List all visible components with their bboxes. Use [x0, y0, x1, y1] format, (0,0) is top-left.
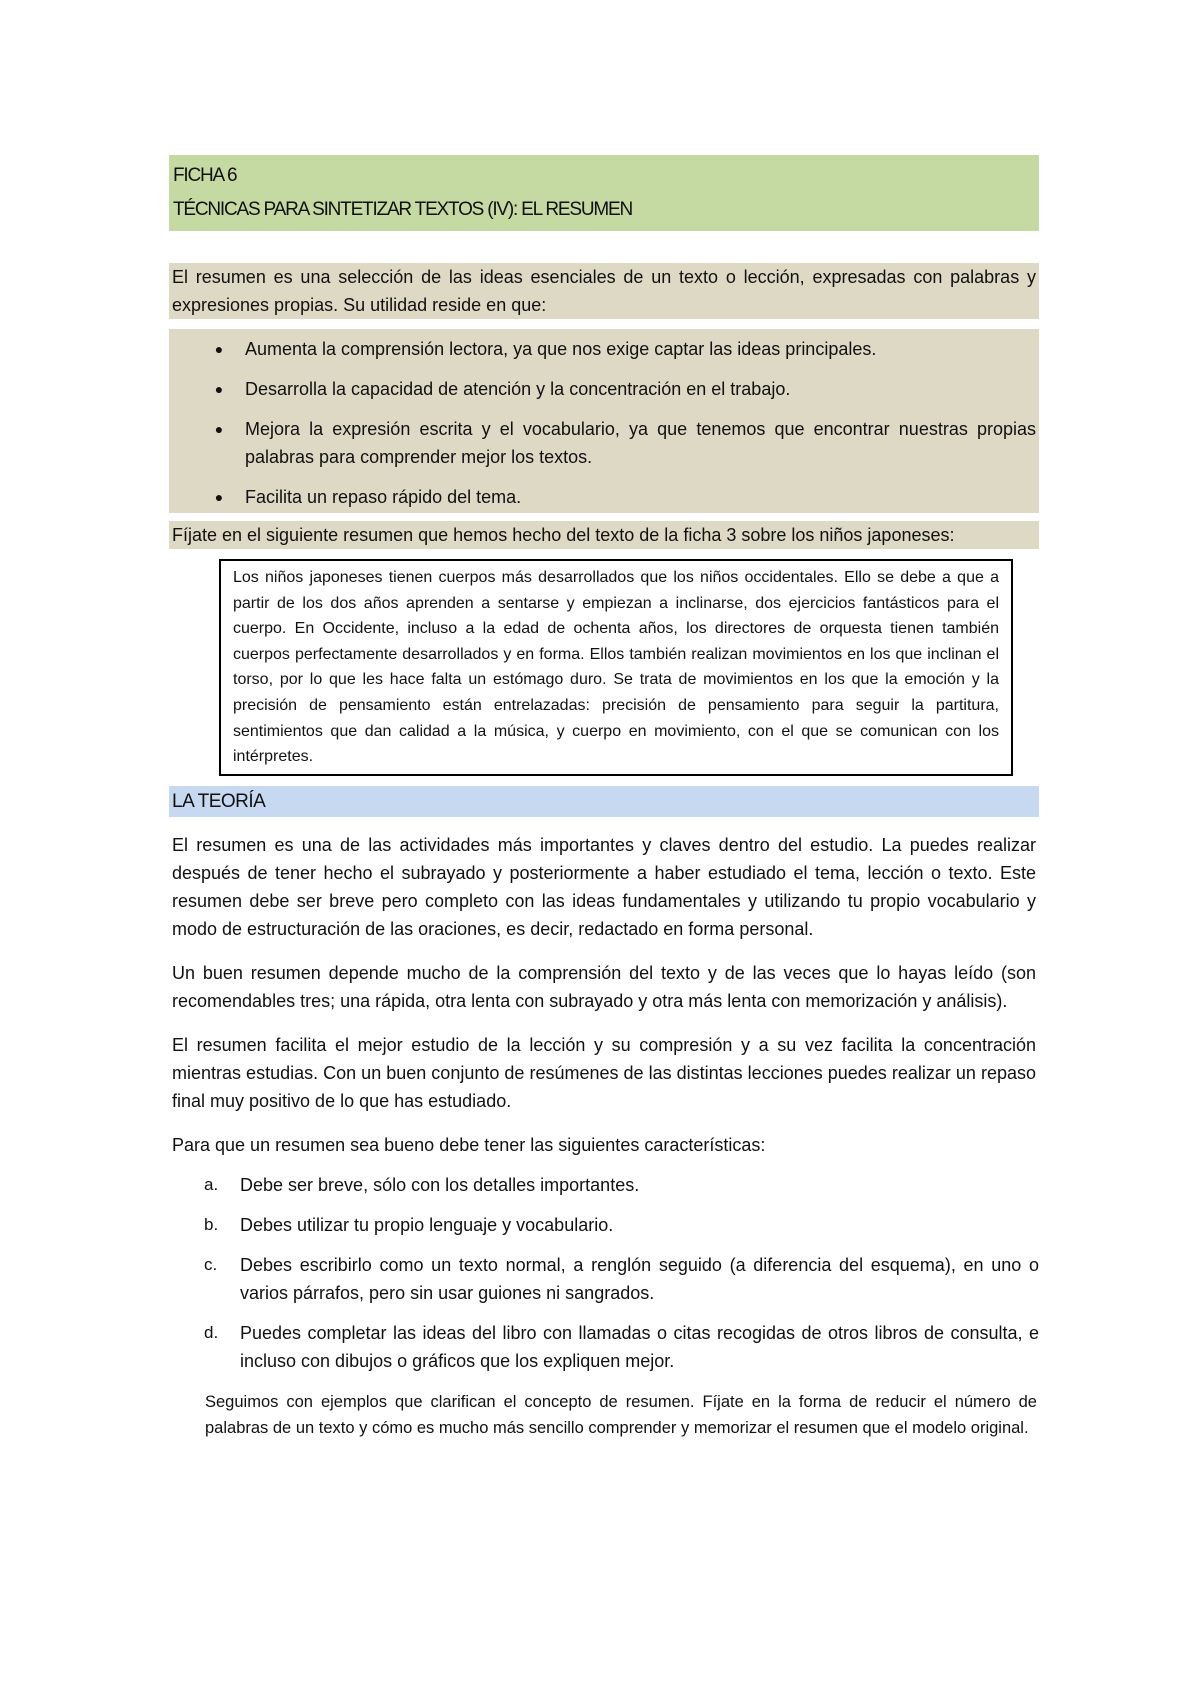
bullet-icon: ●	[214, 341, 224, 357]
characteristics-list	[169, 1171, 1039, 1375]
list-item	[169, 1251, 1039, 1307]
list-item	[169, 335, 1036, 363]
list-letter: a.	[204, 1174, 219, 1194]
document-page	[169, 155, 1039, 1441]
list-item	[169, 415, 1036, 471]
list-item-text: Debe ser breve, sólo con los detalles importantes.	[240, 1174, 640, 1195]
list-item-text: Aumenta la comprensión lectora, ya que nos exige captar las ideas principales.	[245, 339, 877, 359]
list-item-text: Facilita un repaso rápido del tema.	[245, 487, 522, 507]
list-item-text: Desarrolla la capacidad de atención y la concentración en el trabajo.	[245, 379, 791, 399]
benefits-list	[169, 329, 1039, 513]
section-heading-theory: LA TEORÍA	[169, 786, 1039, 817]
theory-paragraph: El resumen facilita el mejor estudio de la lección y su compresión y a su vez facilita la concentración mientras estudias. Con un buen conjunto de resúmenes de las distintas lecciones puedes realizar un repaso final muy positivo de lo que has estudiado.	[172, 1034, 1036, 1111]
list-item	[169, 1319, 1039, 1375]
bullet-icon: ●	[214, 489, 224, 505]
list-item	[169, 1211, 1039, 1239]
worksheet-title: TÉCNICAS PARA SINTETIZAR TEXTOS (IV): EL RESUMEN	[173, 199, 633, 220]
list-item	[169, 1171, 1039, 1199]
list-item	[169, 375, 1036, 403]
list-letter: d.	[204, 1322, 219, 1342]
list-item-text: Debes escribirlo como un texto normal, a renglón seguido (a diferencia del esquema), en uno o varios párrafos, pero sin usar guiones ni sangrados.	[240, 1254, 1039, 1303]
theory-paragraph: Un buen resumen depende mucho de la comprensión del texto y de las veces que lo hayas leído (son recomendables tres; una rápida, otra lenta con subrayado y otra más lenta con memorización y análisis).	[172, 962, 1036, 1011]
list-item-text: Debes utilizar tu propio lenguaje y vocabulario.	[240, 1214, 614, 1235]
list-letter: b.	[204, 1214, 219, 1234]
list-item	[169, 483, 1036, 511]
list-letter: c.	[204, 1254, 218, 1274]
bullet-icon: ●	[214, 421, 224, 437]
worksheet-header	[169, 155, 1039, 231]
theory-paragraph: Para que un resumen sea bueno debe tener las siguientes características:	[172, 1134, 766, 1155]
bullet-icon: ●	[214, 381, 224, 397]
list-item-text: Mejora la expresión escrita y el vocabulario, ya que tenemos que encontrar nuestras propias palabras para comprender mejor los textos.	[245, 419, 1036, 467]
example-intro: Fíjate en el siguiente resumen que hemos hecho del texto de la ficha 3 sobre los niños japoneses:	[169, 521, 1039, 549]
worksheet-number: FICHA 6	[173, 165, 237, 186]
intro-paragraph: El resumen es una selección de las ideas esenciales de un texto o lección, expresadas con palabras y expresiones propias. Su utilidad reside en que:	[169, 263, 1039, 319]
summary-example-box: Los niños japoneses tienen cuerpos más desarrollados que los niños occidentales. Ello se debe a que a partir de los dos años aprenden a sentarse y empiezan a inclinarse, dos ejercicios fantásticos para el cuerpo. En Occidente, incluso a la edad de ochenta años, los directores de orquesta tienen también cuerpos perfectamente desarrollados y en forma. Ellos también realizan movimientos en los que inclinan el torso, por lo que les hace falta un estómago duro. Se trata de movimientos en los que la emoción y la precisión de pensamiento están entrelazadas: precisión de pensamiento para seguir la partitura, sentimientos que dan calidad a la música, y cuerpo en movimiento, con el que se comunican con los intérpretes.	[219, 559, 1013, 776]
list-item-text: Puedes completar las ideas del libro con llamadas o citas recogidas de otros libros de consulta, e incluso con dibujos o gráficos que los expliquen mejor.	[240, 1322, 1039, 1371]
closing-paragraph: Seguimos con ejemplos que clarifican el concepto de resumen. Fíjate en la forma de reducir el número de palabras de un texto y cómo es mucho más sencillo comprender y memorizar el resumen que el modelo original.	[205, 1392, 1037, 1437]
theory-paragraph: El resumen es una de las actividades más importantes y claves dentro del estudio. La puedes realizar después de tener hecho el subrayado y posteriormente a haber estudiado el tema, lección o texto. Este resumen debe ser breve pero completo con las ideas fundamentales y utilizando tu propio vocabulario y modo de estructuración de las oraciones, es decir, redactado en forma personal.	[172, 834, 1036, 939]
